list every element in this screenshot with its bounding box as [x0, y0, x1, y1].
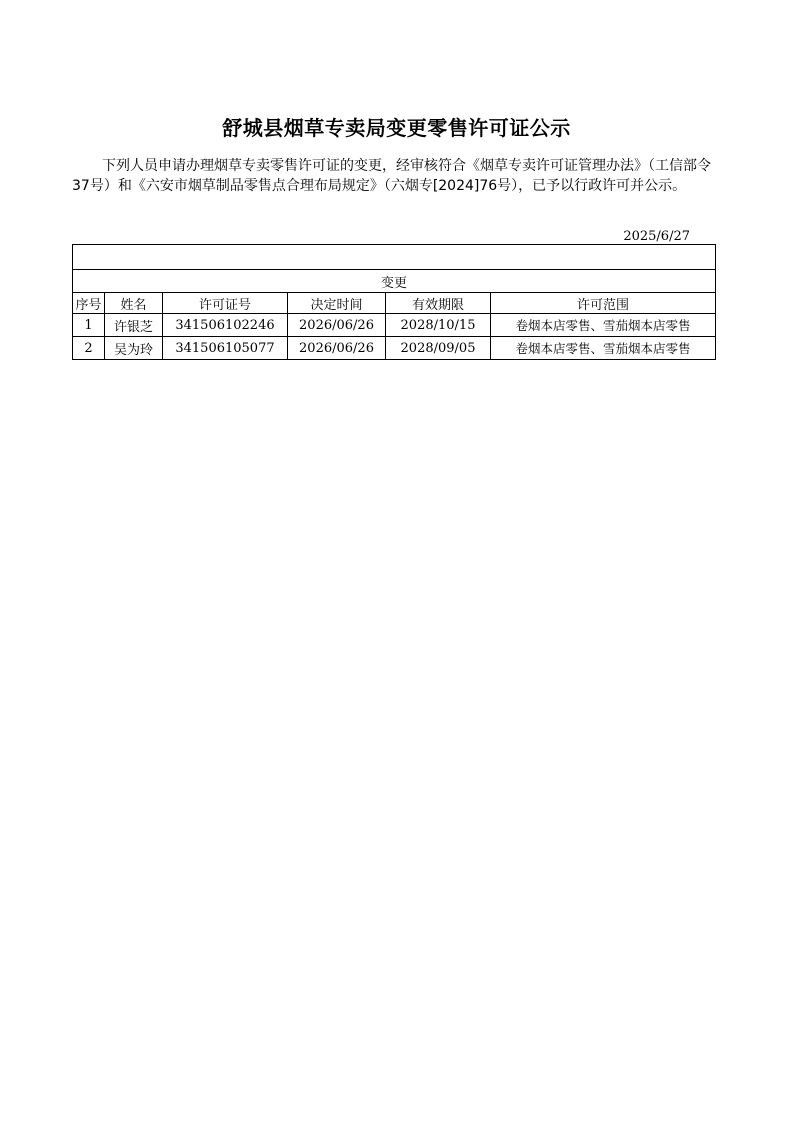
header-seq: 序号 — [73, 293, 105, 314]
intro-paragraph: 下列人员申请办理烟草专卖零售许可证的变更，经审核符合《烟草专卖许可证管理办法》（工信部令37号）和《六安市烟草制品零售点合理布局规定》（六烟专[2024]76号），已予以行政许可并公示。 — [72, 158, 711, 194]
header-scope: 许可范围 — [491, 293, 716, 314]
table-top-spacer-row — [73, 245, 716, 270]
cell-name: 吴为玲 — [105, 337, 163, 360]
cell-license: 341506105077 — [163, 337, 288, 360]
table-header-row — [73, 293, 716, 314]
cell-validity: 2028/09/05 — [386, 337, 491, 360]
cell-seq: 1 — [73, 314, 105, 337]
header-license: 许可证号 — [163, 293, 288, 314]
cell-validity: 2028/10/15 — [386, 314, 491, 337]
page-title: 舒城县烟草专卖局变更零售许可证公示 — [222, 116, 571, 140]
cell-scope: 卷烟本店零售、雪茄烟本店零售 — [491, 314, 716, 337]
license-change-table — [72, 244, 716, 360]
header-validity: 有效期限 — [386, 293, 491, 314]
table-row — [73, 314, 716, 337]
table-row — [73, 337, 716, 360]
cell-name: 许银芝 — [105, 314, 163, 337]
notice-date: 2025/6/27 — [623, 229, 690, 244]
header-decision-time: 决定时间 — [288, 293, 386, 314]
group-header-change: 变更 — [73, 270, 716, 293]
table-top-spacer — [73, 245, 716, 270]
table-group-row — [73, 270, 716, 293]
cell-decision-time: 2026/06/26 — [288, 314, 386, 337]
cell-scope: 卷烟本店零售、雪茄烟本店零售 — [491, 337, 716, 360]
cell-seq: 2 — [73, 337, 105, 360]
cell-decision-time: 2026/06/26 — [288, 337, 386, 360]
cell-license: 341506102246 — [163, 314, 288, 337]
header-name: 姓名 — [105, 293, 163, 314]
